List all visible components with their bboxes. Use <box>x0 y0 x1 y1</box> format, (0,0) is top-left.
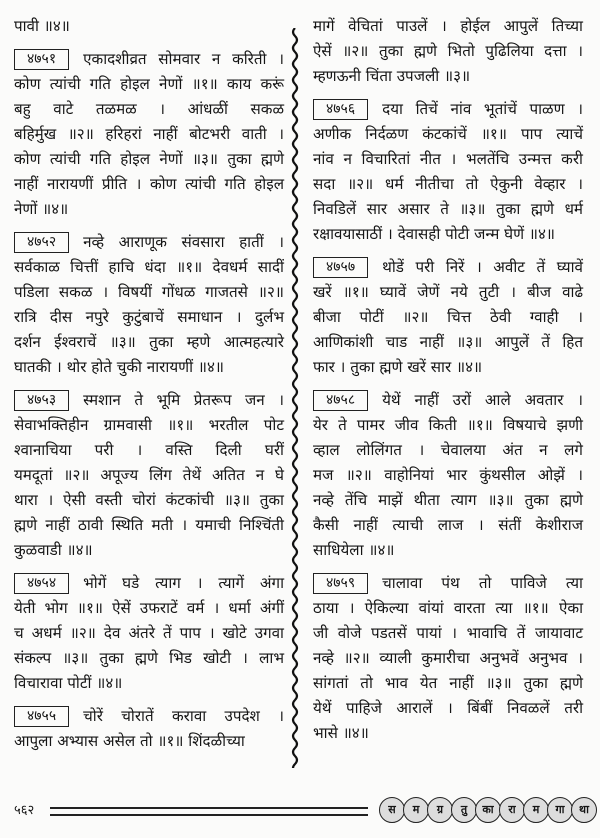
verse-line: कोण त्यांची गति होइल नेणों ॥१॥ काय करूं <box>14 75 284 93</box>
verse-text: थोडें परी निरें । अवीट तें घ्यावें <box>382 258 583 276</box>
title-letter-circle: म <box>403 797 429 823</box>
verse-line: ऐसें ॥२॥ तुका ह्मणे भितो पुढिलिया दत्ता । <box>313 42 583 60</box>
right-column <box>313 14 583 754</box>
verse-text: चोरें चोरातें करावा उपदेश । <box>83 707 284 725</box>
verse-line: जी वोजे पडतसें पायां । भावाचि तें जायावाट <box>313 624 583 642</box>
verse-number-box: ४७५३ <box>14 390 69 411</box>
verse-line: फार । तुका ह्मणे खरें सार ॥४॥ <box>313 358 483 376</box>
verse-line <box>14 704 284 729</box>
verse-line: नव्हे ॥२॥ व्याली कुमारीचा अनुभवें अनुभव । <box>313 649 583 667</box>
verse-line: सेवाभक्तिहीन ग्रामवासी ॥१॥ भरतील पोट <box>14 416 284 434</box>
verse <box>313 255 583 380</box>
verse-line: अणीक निर्दळण कंटकांचें ॥१॥ पाप त्याचें <box>313 125 583 143</box>
verse-number-box: ४७५७ <box>313 257 368 278</box>
verse-line: मज ॥२॥ वाहोनियां भार कुंथसील ओझें । <box>313 466 583 484</box>
verse-number-box: ४७५६ <box>313 99 368 120</box>
verse-text: येथें नाहीं उरों आले अवतार । <box>382 391 583 409</box>
verse-line <box>313 97 583 122</box>
verse <box>14 704 284 754</box>
verse-line <box>313 571 583 596</box>
verse-number-box: ४७५२ <box>14 232 69 253</box>
verse-line: सांगतां तो भाव येत नाहीं ॥३॥ तुका ह्मणे <box>313 674 583 692</box>
verse-line: रात्रि दीस नपुरे कुटुंबाचें समाधान । दुर्लभ <box>14 308 284 326</box>
verse-text: नव्हे आराणूक संवसारा हातीं । <box>83 233 284 251</box>
book-title-badge <box>379 797 595 823</box>
verse-line: बहिर्मुख ॥२॥ हरिहरां नाहीं बोटभरी वाती । <box>14 125 284 143</box>
verse-line: श्वानाचिया परी । वस्ति दिली घरीं <box>14 441 284 459</box>
verse-text: भोगें घडे त्याग । त्यागें अंगा <box>83 574 284 592</box>
wavy-column-divider <box>288 28 302 768</box>
verse-line: बहु वाटे तळमळ । आंधळीं सकळ <box>14 100 284 118</box>
verse-line: ह्मणे नाहीं ठावी स्थिति मती । यमाची निश्चिंती <box>14 516 284 534</box>
verse-line: नेणों ॥४॥ <box>14 200 69 218</box>
verse-text: स्मशान ते भूमि प्रेतरूप जन । <box>83 391 284 409</box>
verse-line: कैसी नाहीं त्याची लाज । संतीं केशीराज <box>313 516 583 534</box>
verse-line: ठाया । ऐकिल्या वांयां वारता त्या ॥१॥ ऐका <box>313 599 583 617</box>
footer-rule <box>50 807 368 816</box>
verse-line: येर ते पामर जीव किती ॥१॥ विषयाचे झणी <box>313 416 583 434</box>
verse <box>14 571 284 696</box>
verse-text: दया तिचें नांव भूतांचें पाळण । <box>382 100 583 118</box>
verse-line: पावी ॥४॥ <box>14 17 70 35</box>
verse-number-box: ४७५९ <box>313 573 368 594</box>
verse-line: भासे ॥४॥ <box>313 724 369 742</box>
verse-line: आणिकांशी चाड नाहीं ॥३॥ आपुलें तें हित <box>313 333 583 351</box>
verse-line: येथें पाहिजे आरालें । बिंबीं निवळलें तरी <box>313 699 583 717</box>
verse-line <box>14 388 284 413</box>
verse-line: यमदूतां ॥२॥ अपूज्य लिंग तेथें अतित न घे <box>14 466 284 484</box>
verse-line <box>14 571 284 596</box>
verse <box>313 388 583 563</box>
verse-line <box>14 47 284 72</box>
verse-line <box>313 255 583 280</box>
verse-text: एकादशीव्रत सोमवार न करिती । <box>83 50 284 68</box>
verse-number-box: ४७५८ <box>313 390 368 411</box>
verse <box>313 14 583 89</box>
verse-line: आपुला अभ्यास असेल तो ॥१॥ शिंदळीच्या <box>14 732 245 750</box>
verse-number-box: ४७५४ <box>14 573 69 594</box>
verse-line: सदा ॥२॥ धर्म नीतीचा तो ऐकुनी वेव्हार । <box>313 175 583 193</box>
verse-line: च अधर्म ॥२॥ देव अंतरे तें पाप । खोटे उगवा <box>14 624 284 642</box>
verse-line: पडिला सकळ । विषयीं गोंधळ गाजतसे ॥२॥ <box>14 283 284 301</box>
verse-line: सर्वकाळ चित्तीं हाचि धंदा ॥१॥ देवधर्म सादीं <box>14 258 284 276</box>
verse <box>14 47 284 222</box>
verse-line: मागें वेचितां पाउलें । होईल आपुलें तिच्या <box>313 17 583 35</box>
verse <box>14 14 284 39</box>
verse-line: खरें ॥१॥ घ्यावें जेणें नये तुटी । बीज वाढे <box>313 283 583 301</box>
verse-line: व्हाल लोलिंगत । चेवालया अंत न लगे <box>313 441 583 459</box>
verse-line: नाहीं नारायणीं प्रीति । कोण त्यांची गति होइल <box>14 175 284 193</box>
verse-line: दर्शन ईश्वराचें ॥३॥ तुका म्हणे आत्महत्यारे <box>14 333 284 351</box>
title-letter-circle: रा <box>499 797 525 823</box>
verse-number-box: ४७५५ <box>14 706 69 727</box>
title-letter-circle: ग्र <box>427 797 453 823</box>
verse-text: चालावा पंथ तो पाविजे त्या <box>382 574 583 592</box>
verse-line: कुळवाडी ॥४॥ <box>14 541 93 559</box>
verse-line: म्हणऊनी चिंता उपजली ॥३॥ <box>313 67 471 85</box>
verse-line <box>313 388 583 413</box>
verse-line: बीजा पोटीं ॥२॥ चित्त ठेवी ग्वाही । <box>313 308 583 326</box>
verse-line: घातकी । थोर होते चुकी नारायणीं ॥४॥ <box>14 358 224 376</box>
verse-line: कोण त्यांची गति होइल नेणों ॥३॥ तुका ह्मणे <box>14 150 284 168</box>
verse-line: निवडिलें सार असार ते ॥३॥ तुका ह्मणे धर्म <box>313 200 583 218</box>
title-letter-circle: स <box>379 797 405 823</box>
verse-line: थारा । ऐसी वस्ती चोरां कंटकांची ॥३॥ तुका <box>14 491 284 509</box>
verse-line: विचारावा पोटीं ॥४॥ <box>14 674 123 692</box>
verse <box>313 97 583 247</box>
verse-line <box>14 230 284 255</box>
verse-line: साधियेला ॥४॥ <box>313 541 395 559</box>
verse-number-box: ४७५१ <box>14 49 69 70</box>
verse-line: येती भोग ॥१॥ ऐसें उफराटें वर्म । धर्मा अंगीं <box>14 599 284 617</box>
title-letter-circle: तु <box>451 797 477 823</box>
left-column <box>14 14 284 762</box>
verse <box>14 230 284 380</box>
verse-line: रक्षावयासाठीं । देवासही पोटी जन्म घेणें ॥४॥ <box>313 225 555 243</box>
title-letter-circle: म <box>523 797 549 823</box>
title-letter-circle: था <box>571 797 597 823</box>
verse <box>313 571 583 746</box>
title-letter-circle: का <box>475 797 501 823</box>
title-letter-circle: गा <box>547 797 573 823</box>
verse-line: संकल्प ॥३॥ तुका ह्मणे भिड खोटी । लाभ <box>14 649 284 667</box>
verse-line: नव्हे तेंचि माझें थीता त्याग ॥३॥ तुका ह्मणे <box>313 491 583 509</box>
verse-line: नांव न विचारितां नीत । भलतेंचि उन्मत्त करी <box>313 150 583 168</box>
verse <box>14 388 284 563</box>
page-number: ५६२ <box>14 803 35 818</box>
